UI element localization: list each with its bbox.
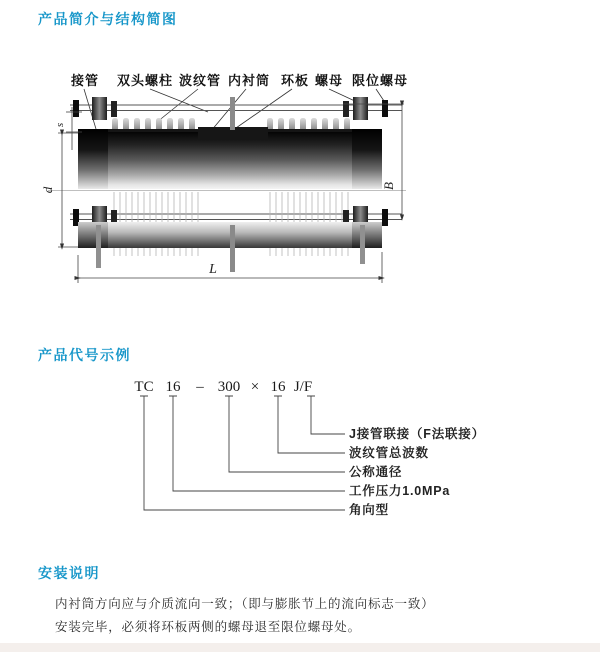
code-token-waves: 16	[270, 379, 286, 395]
code-connectors	[140, 396, 345, 510]
label-stud: 双头螺柱	[116, 73, 174, 88]
installation-line: 安装完毕，必须将环板两侧的螺母退至限位螺母处。	[55, 619, 361, 634]
dim-s-label: s	[54, 122, 66, 128]
code-token-pressure: 16	[165, 379, 181, 395]
label-bellows: 波纹管	[178, 73, 222, 88]
dim-d-label: d	[40, 186, 55, 194]
code-tokens	[134, 379, 312, 395]
diagram-part-labels	[70, 73, 408, 88]
structure-diagram	[30, 65, 450, 305]
code-token-type: TC	[134, 379, 154, 395]
code-token-connection: J/F	[293, 379, 313, 395]
section-heading-code: 产品代号示例	[38, 347, 131, 363]
dimension-d	[40, 133, 78, 247]
label-limit-nut: 限位螺母	[351, 73, 409, 88]
code-token-diameter: 300	[217, 379, 241, 395]
dim-l-label: L	[209, 262, 217, 277]
code-token-times: ×	[250, 379, 260, 395]
label-pipe-end: 接管	[70, 73, 100, 88]
page-bottom-edge	[0, 643, 600, 652]
annotation-nominal-diameter: 公称通径	[349, 465, 403, 479]
label-inner-sleeve: 内衬筒	[227, 73, 271, 88]
section-heading-intro: 产品简介与结构简图	[38, 11, 178, 27]
code-example-diagram	[100, 375, 520, 525]
label-nut: 螺母	[314, 73, 344, 88]
code-token-dash: –	[196, 379, 204, 395]
dim-b-label: B	[381, 182, 396, 190]
installation-instructions	[55, 593, 485, 638]
label-ring-plate: 环板	[280, 73, 310, 88]
annotation-working-pressure: 工作压力1.0MPa	[349, 484, 451, 498]
annotation-connection: J接管联接（F法联接）	[349, 427, 485, 441]
code-annotations	[349, 426, 485, 517]
annotation-wave-count: 波纹管总波数	[349, 446, 429, 460]
annotation-angular-type: 角向型	[349, 503, 389, 517]
installation-line: 内衬筒方向应与介质流向一致；（即与膨胀节上的流向标志一致）	[55, 597, 435, 611]
section-heading-install: 安装说明	[38, 565, 100, 581]
lower-body	[78, 222, 382, 272]
